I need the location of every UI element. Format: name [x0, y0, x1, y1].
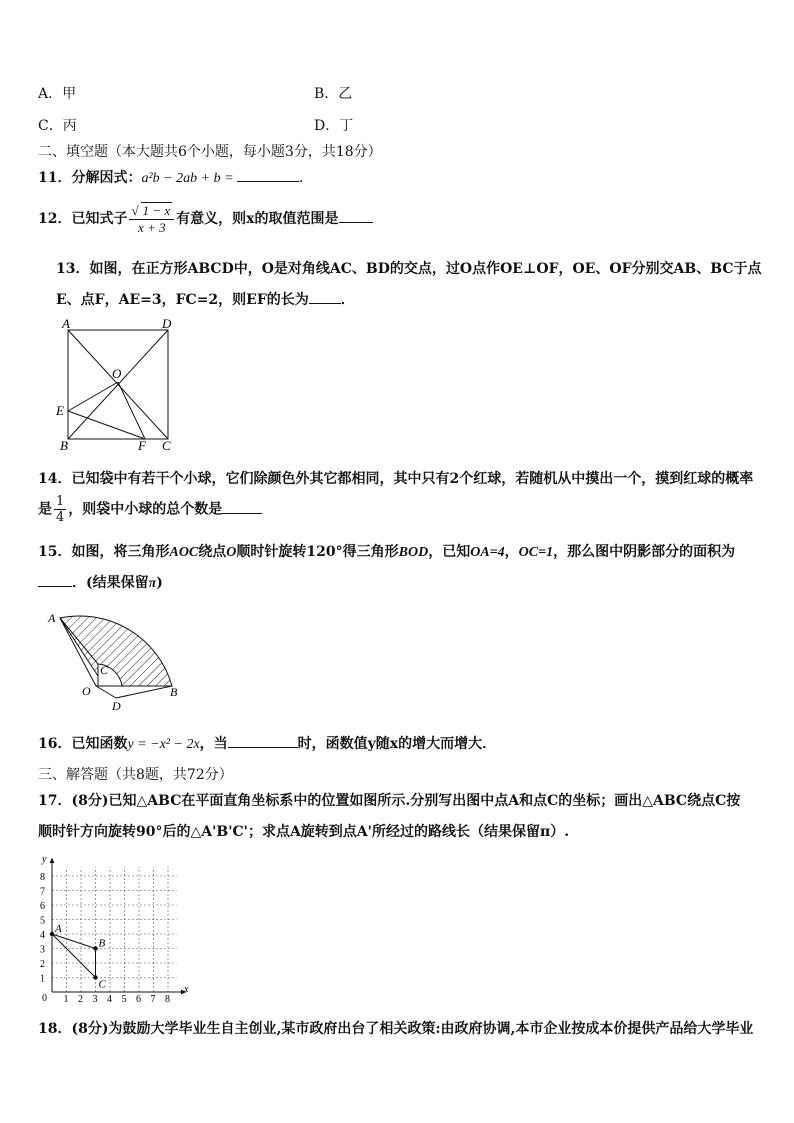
x-tick-label: 4 — [107, 994, 112, 1004]
q15-pi: π — [148, 576, 157, 591]
label-c: C — [162, 438, 171, 453]
shaded-region — [60, 616, 172, 686]
q15-text-a: 15．如图，将三角形 — [38, 544, 170, 560]
y-tick-label: 4 — [40, 930, 45, 941]
q12-numerator: 1 − x — [142, 203, 171, 218]
triangle-abc — [50, 923, 107, 991]
q15-line1 — [38, 541, 735, 561]
q15-o: O — [226, 545, 237, 560]
label-b: B — [170, 685, 178, 699]
x-tick-label: 8 — [165, 994, 170, 1004]
q16-expr: y = −x² − 2x — [127, 737, 200, 752]
q16-suffix: 时，函数值y随x的增大而增大． — [297, 736, 497, 752]
q16-mid: ，当 — [199, 736, 228, 752]
q16-prefix: 16．已知函数 — [38, 736, 128, 752]
segment-oe — [68, 382, 118, 411]
q11-suffix: ． — [299, 170, 314, 186]
q15-text-c: 顺时针旋转120°得三角形 — [236, 544, 399, 560]
label-c: C — [100, 663, 109, 677]
q14-blank — [222, 499, 262, 514]
choice-d: D．丁 — [314, 118, 354, 134]
q14-post: ，则袋中小球的总个数是 — [68, 501, 223, 518]
choice-c: C．丙 — [38, 118, 77, 134]
x-tick-label: 2 — [78, 994, 83, 1004]
x-tick-label: 6 — [136, 994, 141, 1004]
x-tick-label: 3 — [92, 994, 98, 1004]
q15-oa: OA=4 — [470, 545, 505, 560]
point-a — [50, 932, 54, 936]
q15-text-d: ，已知 — [428, 544, 471, 560]
label-o: O — [112, 366, 122, 381]
y-tick-label: 1 — [40, 973, 45, 985]
q15-sector-figure — [42, 604, 184, 712]
q17-coordinate-grid — [34, 852, 194, 1004]
label-e: E — [56, 403, 64, 418]
y-tick-label: 8 — [40, 872, 45, 883]
question-14 — [38, 494, 262, 525]
segment-db — [116, 686, 172, 698]
q15-oc: OC=1 — [518, 545, 554, 560]
q15-text-e: ， — [504, 544, 519, 560]
q12-blank — [339, 208, 373, 223]
x-tick-label: 5 — [121, 994, 127, 1004]
question-13 — [56, 289, 355, 309]
label-a: A — [62, 318, 70, 331]
q15-text-b: 绕点 — [198, 544, 227, 560]
y-axis-arrow — [50, 858, 55, 863]
label-f: F — [138, 438, 146, 453]
q13-square-figure — [52, 318, 182, 454]
x-tick-label: 7 — [150, 994, 156, 1004]
q12-fraction: $\frac{√ 1 - x}{x + 3}$ — [129, 202, 174, 236]
q13-blank — [309, 289, 341, 304]
triangle-outline — [52, 934, 96, 978]
q12-prefix: 12．已知式子 — [38, 211, 128, 227]
q14-fraction — [54, 494, 66, 525]
label-b: B — [60, 438, 68, 453]
q13-line2: E、点F，AE=3，FC=2，则EF的长为 — [56, 292, 309, 308]
point-label-a: A — [55, 923, 62, 935]
choice-a: A．甲 — [38, 86, 77, 102]
q18-line1: 18．(8分)为鼓励大学毕业生自主创业,某市政府出台了相关政策:由政府协调,本市企业按成本价提供产品给大学毕业 — [38, 1021, 754, 1037]
question-16 — [38, 733, 496, 753]
q15-bod: BOD — [398, 545, 429, 560]
label-o: O — [82, 684, 91, 698]
q14-den: 4 — [56, 510, 65, 525]
q15-blank — [38, 572, 72, 587]
point-c — [93, 975, 97, 979]
q15-text-h: ) — [156, 575, 163, 591]
point-b — [93, 946, 97, 950]
section-3-title: 三、解答题（共8题，共72分） — [38, 767, 233, 783]
q13-line1: 13．如图，在正方形ABCD中，O是对角线AC、BD的交点，过O点作OE⊥OF，OE、OF分别交AB、BC于点 — [56, 261, 762, 277]
y-tick-label: 5 — [40, 915, 45, 927]
q11-prefix: 11．分解因式： — [38, 170, 142, 186]
y-tick-label: 2 — [40, 959, 45, 970]
y-tick-label: 7 — [40, 886, 45, 898]
q15-text-g: ．(结果保留 — [72, 575, 149, 591]
q15-line2 — [38, 572, 163, 592]
q13-suffix: ． — [340, 292, 355, 308]
q12-suffix: 有意义，则x的取值范围是 — [176, 211, 339, 227]
q12-denominator: x + 3 — [138, 220, 166, 235]
q17-line2: 顺时针方向旋转90°后的△A'B'C'；求点A旋转到点A'所经过的路线长（结果保留π）. — [38, 824, 570, 840]
point-label-b: B — [98, 937, 106, 950]
y-tick-label: 3 — [40, 944, 45, 956]
label-a: A — [48, 611, 56, 625]
q17-line1: 17．(8分)已知△ABC在平面直角坐标系中的位置如图所示.分别写出图中点A和点C的坐标；画出△ABC绕点C按 — [38, 793, 741, 809]
q15-aoc: AOC — [169, 545, 199, 560]
label-d: D — [162, 318, 172, 331]
segment-od — [96, 686, 116, 698]
q11-expr: a²b − 2ab + b = — [141, 171, 238, 186]
label-d: D — [112, 699, 121, 712]
q14-num: 1 — [56, 494, 65, 509]
y-axis-label: y — [42, 854, 47, 865]
x-tick-label: 1 — [63, 994, 69, 1004]
q16-blank — [228, 733, 298, 748]
grid-lines — [52, 867, 177, 992]
q15-text-f: ，那么图中阴影部分的面积为 — [553, 544, 736, 560]
section-2-title: 二、填空题（本大题共6个小题，每小题3分，共18分） — [38, 144, 382, 160]
choice-b: B．乙 — [314, 86, 353, 102]
question-12 — [38, 202, 373, 236]
y-tick-label: 6 — [40, 901, 45, 912]
q11-blank — [237, 167, 299, 182]
q14-line1: 14．已知袋中有若干个小球，它们除颜色外其它都相同，其中只有2个红球，若随机从中摸出一个，摸到红球的概率 — [38, 471, 754, 487]
q14-pre: 是 — [38, 501, 52, 518]
x-axis-label: x — [184, 984, 189, 995]
point-label-c: C — [98, 978, 106, 991]
question-11 — [38, 167, 313, 187]
origin-label: 0 — [42, 993, 47, 1004]
